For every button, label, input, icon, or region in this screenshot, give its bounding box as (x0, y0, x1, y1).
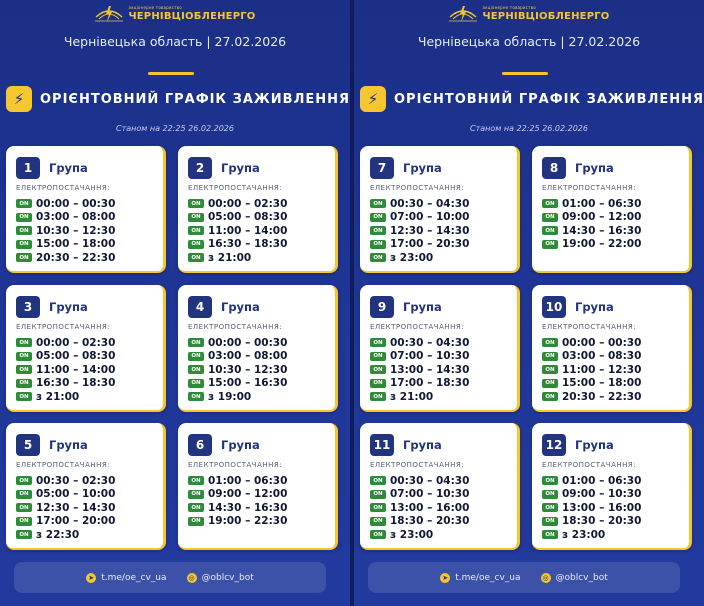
group-number-badge: 2 (188, 157, 212, 179)
supply-slots (188, 474, 287, 528)
on-status-badge: ON (188, 338, 204, 347)
on-status-badge: ON (16, 199, 32, 208)
slot-time: 15:00 – 16:30 (208, 377, 288, 390)
supply-label: ЕЛЕКТРОПОСТАЧАННЯ: (188, 323, 283, 331)
on-status-badge: ON (370, 352, 386, 361)
slot-time: з 23:00 (390, 251, 434, 264)
slot-time: 03:00 – 08:00 (208, 350, 288, 363)
slot-time: 16:30 – 18:30 (36, 377, 116, 390)
telegram-link-text: t.me/oe_cv_ua (101, 572, 167, 583)
group-card (178, 423, 338, 550)
slot-time: 00:00 – 00:30 (36, 197, 116, 210)
supply-slot (370, 336, 469, 350)
supply-slot (16, 211, 115, 225)
group-card-header (542, 434, 614, 456)
logo-subtitle: акціонерне товариство (128, 5, 182, 10)
on-status-badge: ON (16, 352, 32, 361)
group-label: Група (221, 300, 260, 314)
group-label: Група (403, 300, 442, 314)
on-status-badge: ON (188, 253, 204, 262)
supply-slot (188, 501, 287, 515)
on-status-badge: ON (542, 213, 558, 222)
on-status-badge: ON (16, 338, 32, 347)
supply-slot (542, 238, 641, 252)
on-status-badge: ON (542, 240, 558, 249)
supply-slot (188, 515, 287, 529)
on-status-badge: ON (370, 476, 386, 485)
group-number-badge: 4 (188, 296, 212, 318)
on-status-badge: ON (370, 213, 386, 222)
bot-link-text: @oblcv_bot (555, 572, 608, 583)
supply-slot (16, 197, 115, 211)
on-status-badge: ON (370, 379, 386, 388)
supply-slot (370, 238, 469, 252)
group-card (360, 285, 520, 412)
supply-slot (16, 488, 115, 502)
schedule-panel-right (354, 0, 704, 606)
slot-time: 01:00 – 06:30 (208, 474, 288, 487)
supply-slot (370, 251, 469, 265)
bot-link[interactable] (187, 573, 254, 583)
slot-time: 19:00 – 22:00 (562, 238, 642, 251)
slot-time: 05:00 – 08:30 (208, 211, 288, 224)
schedule-title: ОРІЄНТОВНИЙ ГРАФІК ЗАЖИВЛЕННЯ (394, 91, 704, 107)
supply-slot (188, 350, 287, 364)
on-status-badge: ON (542, 352, 558, 361)
group-label: Група (49, 438, 88, 452)
schedule-title: ОРІЄНТОВНИЙ ГРАФІК ЗАЖИВЛЕННЯ (40, 91, 351, 107)
slot-time: 07:00 – 10:30 (390, 488, 470, 501)
supply-slot (370, 197, 469, 211)
schedule-header (360, 86, 704, 112)
on-status-badge: ON (542, 365, 558, 374)
slot-time: 00:00 – 00:30 (562, 336, 642, 349)
logo-icon (448, 3, 478, 25)
group-number-badge: 10 (542, 296, 566, 318)
supply-label: ЕЛЕКТРОПОСТАЧАННЯ: (370, 461, 465, 469)
on-status-badge: ON (16, 476, 32, 485)
slot-time: 01:00 – 06:30 (562, 197, 642, 210)
supply-slot (370, 390, 469, 404)
supply-slot (542, 211, 641, 225)
group-card (532, 285, 692, 412)
supply-label: ЕЛЕКТРОПОСТАЧАННЯ: (16, 184, 111, 192)
slot-time: 17:00 – 20:30 (390, 238, 470, 251)
lightning-icon: ⚡ (360, 86, 386, 112)
supply-slots (370, 197, 469, 265)
group-card (6, 423, 166, 550)
supply-slot (188, 224, 287, 238)
group-card-header (188, 157, 260, 179)
supply-slot (542, 474, 641, 488)
supply-label: ЕЛЕКТРОПОСТАЧАННЯ: (370, 184, 465, 192)
slot-time: 20:30 – 22:30 (562, 390, 642, 403)
group-number-badge: 9 (370, 296, 394, 318)
group-label: Група (403, 438, 442, 452)
supply-label: ЕЛЕКТРОПОСТАЧАННЯ: (188, 184, 283, 192)
on-status-badge: ON (188, 199, 204, 208)
supply-slot (188, 363, 287, 377)
group-card (6, 285, 166, 412)
logo-title: ЧЕРНІВЦІОБЛЕНЕРГО (482, 11, 610, 22)
on-status-badge: ON (188, 213, 204, 222)
supply-slot (542, 363, 641, 377)
supply-slot (16, 238, 115, 252)
group-number-badge: 5 (16, 434, 40, 456)
on-status-badge: ON (16, 530, 32, 539)
group-number-badge: 12 (542, 434, 566, 456)
supply-slot (542, 377, 641, 391)
slot-time: 03:00 – 08:00 (36, 211, 116, 224)
group-number-badge: 3 (16, 296, 40, 318)
slot-time: 11:00 – 14:00 (36, 363, 116, 376)
on-status-badge: ON (370, 226, 386, 235)
slot-time: 12:30 – 14:30 (390, 224, 470, 237)
slot-time: 13:00 – 16:00 (562, 501, 642, 514)
supply-slot (542, 350, 641, 364)
supply-label: ЕЛЕКТРОПОСТАЧАННЯ: (16, 323, 111, 331)
group-label: Група (221, 438, 260, 452)
group-card-header (542, 157, 614, 179)
group-card (360, 146, 520, 273)
on-status-badge: ON (16, 490, 32, 499)
on-status-badge: ON (542, 226, 558, 235)
supply-slot (370, 474, 469, 488)
company-logo (354, 2, 704, 26)
group-card (178, 146, 338, 273)
slot-time: 11:00 – 14:00 (208, 224, 288, 237)
supply-slot (16, 224, 115, 238)
supply-slot (188, 474, 287, 488)
slot-time: 10:30 – 12:30 (208, 363, 288, 376)
supply-slots (370, 336, 469, 404)
on-status-badge: ON (370, 517, 386, 526)
supply-slot (188, 238, 287, 252)
group-label: Група (575, 161, 614, 175)
slot-time: 11:00 – 12:30 (562, 363, 642, 376)
supply-slot (370, 528, 469, 542)
group-label: Група (403, 161, 442, 175)
slot-time: 05:00 – 08:30 (36, 350, 116, 363)
supply-slot (542, 488, 641, 502)
on-status-badge: ON (16, 392, 32, 401)
slot-time: 09:00 – 12:00 (562, 211, 642, 224)
group-label: Група (49, 161, 88, 175)
supply-slot (16, 474, 115, 488)
supply-slot (542, 528, 641, 542)
slot-time: 00:00 – 00:30 (208, 336, 288, 349)
supply-slots (188, 336, 287, 404)
slot-time: 10:30 – 12:30 (36, 224, 116, 237)
on-status-badge: ON (542, 517, 558, 526)
group-number-badge: 8 (542, 157, 566, 179)
supply-label: ЕЛЕКТРОПОСТАЧАННЯ: (542, 323, 637, 331)
supply-slot (188, 211, 287, 225)
group-card-header (542, 296, 614, 318)
supply-slot (16, 515, 115, 529)
slot-time: 09:00 – 12:00 (208, 488, 288, 501)
supply-label: ЕЛЕКТРОПОСТАЧАННЯ: (370, 323, 465, 331)
supply-label: ЕЛЕКТРОПОСТАЧАННЯ: (542, 184, 637, 192)
on-status-badge: ON (16, 213, 32, 222)
group-number-badge: 6 (188, 434, 212, 456)
group-number-badge: 11 (370, 434, 394, 456)
telegram-link-text: t.me/oe_cv_ua (455, 572, 521, 583)
globe-icon: ◎ (188, 573, 195, 582)
slot-time: 07:00 – 10:30 (390, 350, 470, 363)
supply-slot (370, 501, 469, 515)
on-status-badge: ON (370, 490, 386, 499)
supply-label: ЕЛЕКТРОПОСТАЧАННЯ: (188, 461, 283, 469)
supply-slots (16, 474, 115, 542)
on-status-badge: ON (542, 476, 558, 485)
on-status-badge: ON (188, 503, 204, 512)
supply-slot (188, 336, 287, 350)
group-card-header (370, 434, 442, 456)
on-status-badge: ON (370, 199, 386, 208)
supply-slots (370, 474, 469, 542)
as-of-timestamp: Станом на 22:25 26.02.2026 (470, 124, 588, 133)
slot-time: 07:00 – 10:00 (390, 211, 470, 224)
group-card (532, 423, 692, 550)
on-status-badge: ON (542, 338, 558, 347)
on-status-badge: ON (16, 365, 32, 374)
bot-link-text: @oblcv_bot (201, 572, 254, 583)
slot-time: 00:00 – 02:30 (36, 336, 116, 349)
on-status-badge: ON (188, 365, 204, 374)
slot-time: 00:30 – 04:30 (390, 197, 470, 210)
supply-slot (370, 224, 469, 238)
on-status-badge: ON (188, 379, 204, 388)
supply-slot (542, 336, 641, 350)
footer-links (14, 562, 326, 593)
on-status-badge: ON (16, 253, 32, 262)
slot-time: 01:00 – 06:30 (562, 474, 642, 487)
slot-time: 16:30 – 18:30 (208, 238, 288, 251)
on-status-badge: ON (16, 226, 32, 235)
supply-slot (370, 211, 469, 225)
logo-subtitle: акціонерне товариство (482, 5, 536, 10)
supply-slot (542, 224, 641, 238)
slot-time: з 21:00 (208, 251, 252, 264)
supply-slot (370, 377, 469, 391)
on-status-badge: ON (542, 379, 558, 388)
slot-time: 03:00 – 08:30 (562, 350, 642, 363)
group-card (360, 423, 520, 550)
slot-time: 12:30 – 14:30 (36, 501, 116, 514)
divider (502, 72, 548, 75)
slot-time: 13:00 – 14:30 (390, 363, 470, 376)
on-status-badge: ON (16, 240, 32, 249)
region-date: Чернівецька область | 27.02.2026 (417, 34, 641, 49)
on-status-badge: ON (188, 476, 204, 485)
supply-slots (16, 336, 115, 404)
on-status-badge: ON (370, 253, 386, 262)
group-card (6, 146, 166, 273)
telegram-link[interactable] (86, 573, 166, 583)
slot-time: 00:30 – 02:30 (36, 474, 116, 487)
schedule-header (6, 86, 350, 112)
supply-slots (188, 197, 287, 265)
group-card-header (16, 157, 88, 179)
slot-time: 17:00 – 20:00 (36, 515, 116, 528)
group-label: Група (575, 438, 614, 452)
on-status-badge: ON (188, 392, 204, 401)
on-status-badge: ON (542, 199, 558, 208)
group-card-header (188, 296, 260, 318)
on-status-badge: ON (370, 392, 386, 401)
bot-link[interactable] (541, 573, 608, 583)
on-status-badge: ON (542, 490, 558, 499)
on-status-badge: ON (188, 490, 204, 499)
slot-time: з 23:00 (562, 528, 606, 541)
supply-slots (16, 197, 115, 265)
slot-time: 00:30 – 04:30 (390, 474, 470, 487)
on-status-badge: ON (370, 530, 386, 539)
group-card (532, 146, 692, 273)
slot-time: 14:30 – 16:30 (208, 501, 288, 514)
supply-slot (188, 251, 287, 265)
group-card-header (16, 296, 88, 318)
slot-time: 14:30 – 16:30 (562, 224, 642, 237)
supply-slot (370, 363, 469, 377)
company-logo (0, 2, 350, 26)
on-status-badge: ON (16, 503, 32, 512)
supply-slots (542, 336, 641, 404)
schedule-panel-left (0, 0, 350, 606)
slot-time: 00:30 – 04:30 (390, 336, 470, 349)
slot-time: 19:00 – 22:30 (208, 515, 288, 528)
on-status-badge: ON (370, 503, 386, 512)
telegram-icon: ➤ (440, 573, 450, 583)
slot-time: з 23:00 (390, 528, 434, 541)
supply-slots (542, 197, 641, 251)
telegram-link[interactable] (440, 573, 520, 583)
slot-time: 05:00 – 10:00 (36, 488, 116, 501)
slot-time: 09:00 – 10:30 (562, 488, 642, 501)
on-status-badge: ON (542, 530, 558, 539)
group-label: Група (49, 300, 88, 314)
supply-slot (16, 377, 115, 391)
on-status-badge: ON (16, 517, 32, 526)
on-status-badge: ON (188, 517, 204, 526)
slot-time: з 21:00 (390, 390, 434, 403)
slot-time: 18:30 – 20:30 (390, 515, 470, 528)
logo-icon (94, 3, 124, 25)
group-card-header (370, 157, 442, 179)
supply-slot (16, 363, 115, 377)
slot-time: 20:30 – 22:30 (36, 251, 116, 264)
slot-time: з 21:00 (36, 390, 80, 403)
supply-slot (542, 390, 641, 404)
footer-links (368, 562, 680, 593)
region-date: Чернівецька область | 27.02.2026 (63, 34, 287, 49)
supply-slot (188, 390, 287, 404)
on-status-badge: ON (370, 338, 386, 347)
on-status-badge: ON (542, 503, 558, 512)
supply-slot (542, 515, 641, 529)
as-of-timestamp: Станом на 22:25 26.02.2026 (116, 124, 234, 133)
group-card-header (16, 434, 88, 456)
on-status-badge: ON (370, 365, 386, 374)
supply-slot (370, 350, 469, 364)
divider (148, 72, 194, 75)
slot-time: 17:00 – 18:30 (390, 377, 470, 390)
supply-slot (542, 197, 641, 211)
on-status-badge: ON (542, 392, 558, 401)
slot-time: 00:00 – 02:30 (208, 197, 288, 210)
supply-slots (542, 474, 641, 542)
logo-title: ЧЕРНІВЦІОБЛЕНЕРГО (128, 11, 256, 22)
slot-time: 18:30 – 20:30 (562, 515, 642, 528)
slot-time: з 19:00 (208, 390, 252, 403)
on-status-badge: ON (188, 240, 204, 249)
supply-slot (16, 501, 115, 515)
supply-slot (16, 390, 115, 404)
on-status-badge: ON (370, 240, 386, 249)
supply-slot (16, 336, 115, 350)
supply-label: ЕЛЕКТРОПОСТАЧАННЯ: (542, 461, 637, 469)
lightning-icon: ⚡ (6, 86, 32, 112)
on-status-badge: ON (188, 352, 204, 361)
on-status-badge: ON (188, 226, 204, 235)
group-number-badge: 1 (16, 157, 40, 179)
slot-time: 15:00 – 18:00 (562, 377, 642, 390)
supply-slot (370, 515, 469, 529)
on-status-badge: ON (16, 379, 32, 388)
slot-time: 15:00 – 18:00 (36, 238, 116, 251)
supply-slot (542, 501, 641, 515)
group-card (178, 285, 338, 412)
globe-icon: ◎ (542, 573, 549, 582)
group-label: Група (221, 161, 260, 175)
group-number-badge: 7 (370, 157, 394, 179)
slot-time: з 22:30 (36, 528, 80, 541)
supply-slot (188, 197, 287, 211)
supply-slot (16, 528, 115, 542)
telegram-icon: ➤ (86, 573, 96, 583)
group-card-header (188, 434, 260, 456)
supply-slot (370, 488, 469, 502)
supply-slot (188, 377, 287, 391)
slot-time: 13:00 – 16:00 (390, 501, 470, 514)
supply-label: ЕЛЕКТРОПОСТАЧАННЯ: (16, 461, 111, 469)
group-card-header (370, 296, 442, 318)
supply-slot (16, 350, 115, 364)
supply-slot (16, 251, 115, 265)
supply-slot (188, 488, 287, 502)
group-label: Група (575, 300, 614, 314)
